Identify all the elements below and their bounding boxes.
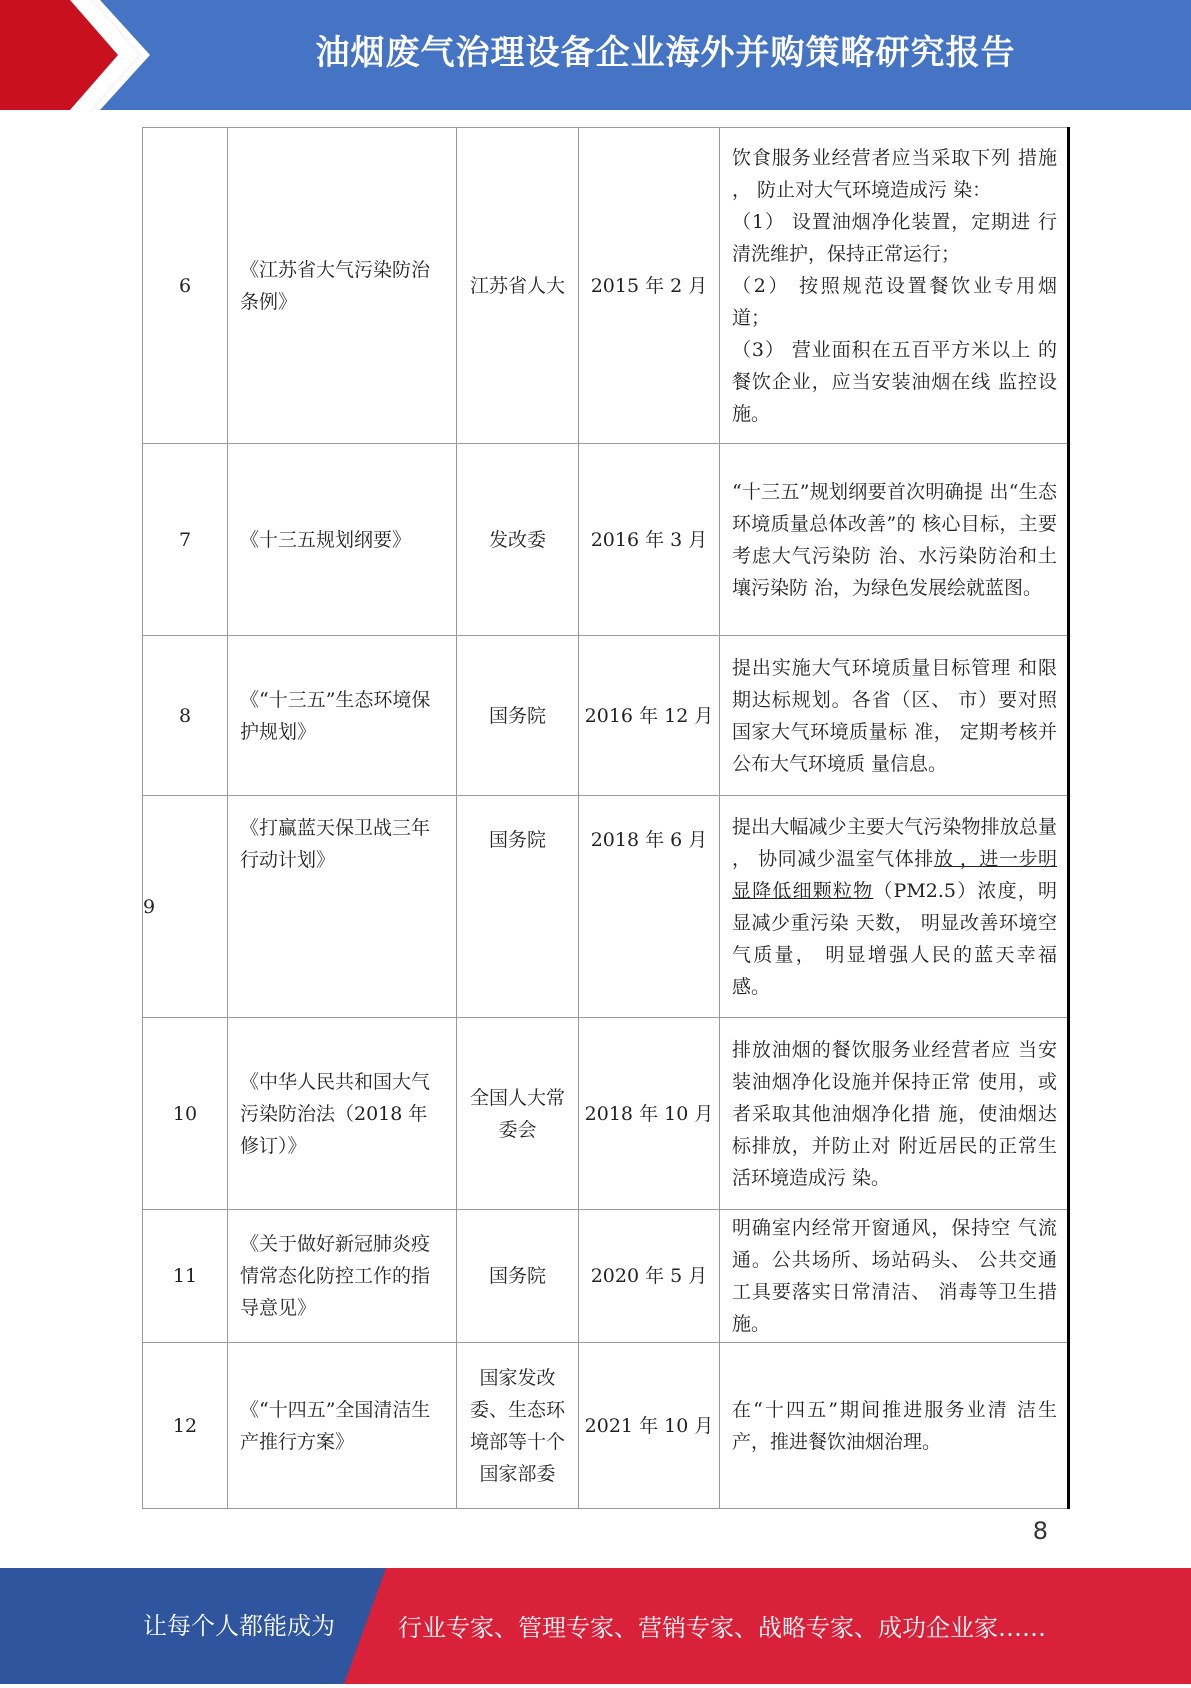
policy-name: 《“十四五”全国清洁生产推行方案》 — [228, 1343, 457, 1509]
policy-content: “十三五”规划纲要首次明确提 出“生态环境质量总体改善”的 核心目标，主要考虑大气污染防 治、水污染防治和土壤污染防 治，为绿色发展绘就蓝图。 — [720, 444, 1069, 636]
policy-name: 《中华人民共和国大气污染防治法（2018 年修订）》 — [228, 1018, 457, 1210]
row-number: 10 — [143, 1018, 228, 1210]
policy-content: 明确室内经常开窗通风，保持空 气流通。公共场所、场站码头、 公共交通工具要落实日常清洁、 消毒等卫生措施。 — [720, 1210, 1069, 1343]
policy-issuer: 全国人大常委会 — [457, 1018, 579, 1210]
content-text: 提出大幅减少主要大气污染物排放总量 ， 协同减少温室气体排 — [732, 815, 1057, 870]
table-row — [143, 636, 1069, 796]
policy-date: 2018 年 6 月 — [579, 796, 720, 1018]
policy-table — [142, 127, 1070, 1509]
policy-date: 2016 年 3 月 — [579, 444, 720, 636]
report-title: 油烟废气治理设备企业海外并购策略研究报告 — [315, 33, 1016, 73]
footer-slogan-left: 让每个人都能成为 — [143, 1612, 335, 1640]
policy-date: 2016 年 12 月 — [579, 636, 720, 796]
content-underlined-text: 放 ，进一步明显降低细颗粒物 — [732, 847, 1057, 902]
row-number: 12 — [143, 1343, 228, 1509]
policy-issuer: 国务院 — [457, 636, 579, 796]
policy-issuer: 国务院 — [457, 1210, 579, 1343]
policy-date: 2021 年 10 月 — [579, 1343, 720, 1509]
policy-date: 2018 年 10 月 — [579, 1018, 720, 1210]
table-row — [143, 1343, 1069, 1509]
page-footer — [0, 1568, 1191, 1684]
table-row — [143, 1210, 1069, 1343]
table-row — [143, 796, 1069, 1018]
policy-content: 提出实施大气环境质量目标管理 和限期达标规划。各省（区、 市）要对照国家大气环境质量标 准， 定期考核并公布大气环境质 量信息。 — [720, 636, 1069, 796]
policy-content: 饮食服务业经营者应当采取下列 措施 ， 防止对大气环境造成污 染： （1） 设置油烟净化装置，定期进 行清洗维护，保持正常运行； （2） 按照规范设置餐饮业专用烟 道； （3） 营业面积在五百平方米以上 的餐饮企业，应当安装油烟在线 监控设施。 — [720, 128, 1069, 444]
table-row — [143, 128, 1069, 444]
page-header — [0, 0, 1191, 110]
policy-name: 《十三五规划纲要》 — [228, 444, 457, 636]
row-number: 7 — [143, 444, 228, 636]
policy-date: 2015 年 2 月 — [579, 128, 720, 444]
row-number: 11 — [143, 1210, 228, 1343]
header-red-arrow-icon — [0, 0, 150, 110]
policy-name: 《“十三五”生态环境保护规划》 — [228, 636, 457, 796]
policy-content: 排放油烟的餐饮服务业经营者应 当安装油烟净化设施并保持正常 使用，或者采取其他油烟净化措 施，使油烟达标排放，并防止对 附近居民的正常生活环境造成污 染。 — [720, 1018, 1069, 1210]
policy-issuer: 江苏省人大 — [457, 128, 579, 444]
policy-date: 2020 年 5 月 — [579, 1210, 720, 1343]
policy-name: 《打赢蓝天保卫战三年行动计划》 — [228, 796, 457, 1018]
content-text: （PM2.5）浓度，明显减少重污染 天数， 明显改善环境空气质量， 明显增强人民的蓝天幸福感。 — [732, 879, 1057, 998]
row-number: 8 — [143, 636, 228, 796]
policy-issuer: 国家发改委、生态环境部等十个国家部委 — [457, 1343, 579, 1509]
policy-name: 《关于做好新冠肺炎疫情常态化防控工作的指导意见》 — [228, 1210, 457, 1343]
policy-issuer: 国务院 — [457, 796, 579, 1018]
policy-name: 《江苏省大气污染防治条例》 — [228, 128, 457, 444]
table-row — [143, 1018, 1069, 1210]
policy-content: 在“十四五”期间推进服务业清 洁生产，推进餐饮油烟治理。 — [720, 1343, 1069, 1509]
row-number: 9 — [143, 796, 228, 1018]
policy-content — [720, 796, 1069, 1018]
footer-slogan-right: 行业专家、管理专家、营销专家、战略专家、成功企业家…… — [398, 1614, 1046, 1642]
page-number: 8 — [1032, 1517, 1048, 1545]
row-number: 6 — [143, 128, 228, 444]
table-row — [143, 444, 1069, 636]
policy-issuer: 发改委 — [457, 444, 579, 636]
